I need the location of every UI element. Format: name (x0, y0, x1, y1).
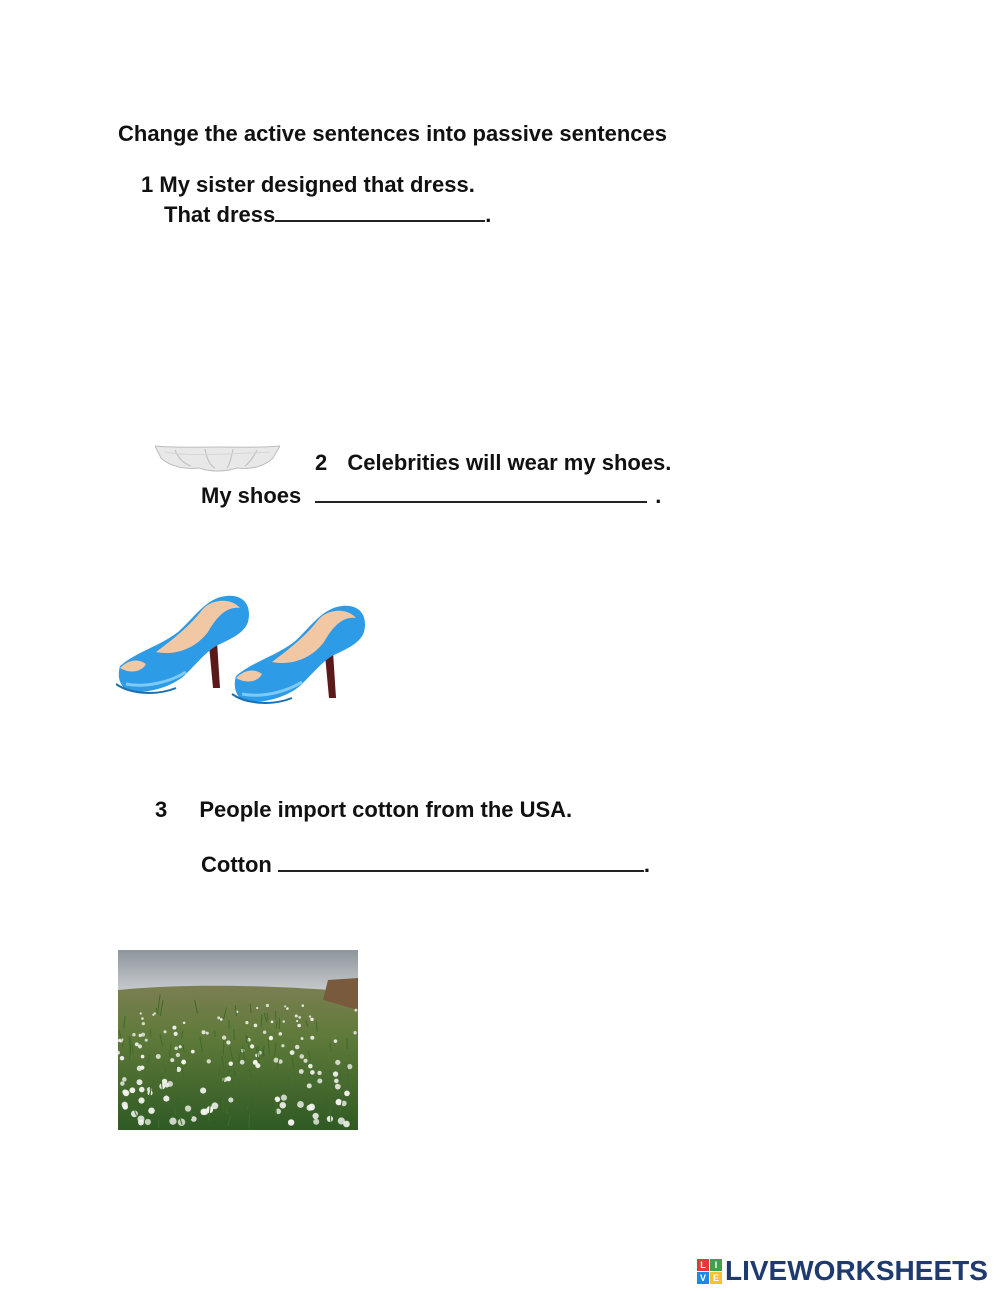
cotton-field-image (118, 950, 358, 1130)
liveworksheets-logo (697, 1256, 988, 1286)
item-1-prompt: That dress (164, 202, 276, 227)
item-2-end: . (655, 483, 662, 508)
logo-block-l: L (697, 1259, 709, 1271)
logo-text: LIVEWORKSHEETS (725, 1255, 988, 1286)
item-3-prompt: Cotton (201, 852, 272, 877)
item-2-sentence: Celebrities will wear my shoes. (347, 450, 672, 475)
dress-image (155, 438, 280, 472)
item-2-number: 2 (315, 450, 328, 475)
item-3-sentence: People import cotton from the USA. (199, 797, 573, 822)
worksheet-title: Change the active sentences into passive sentences (118, 121, 668, 146)
item-3-sentence-line (155, 797, 572, 823)
logo-block-v: V (697, 1272, 709, 1284)
item-2-answer-line (201, 481, 661, 509)
item-1-number: 1 (141, 172, 154, 197)
item-1-sentence: My sister designed that dress. (159, 172, 475, 197)
logo-block-i: I (710, 1259, 722, 1271)
item-1-end: . (485, 202, 492, 227)
item-3-answer-line (201, 850, 650, 878)
item-3-number: 3 (155, 797, 168, 822)
item-2-sentence-line (315, 450, 671, 476)
item-2-prompt: My shoes (201, 483, 302, 508)
item-2-answer-blank[interactable] (315, 481, 647, 503)
item-1-answer-blank[interactable] (275, 200, 485, 222)
logo-block-e: E (710, 1272, 722, 1284)
item-1-answer-line (164, 200, 491, 228)
blue-high-heel-shoes-image (116, 588, 371, 708)
item-3-end: . (643, 852, 650, 877)
logo-blocks-icon (697, 1259, 722, 1284)
item-3-answer-blank[interactable] (278, 850, 644, 872)
item-1-sentence-line (141, 172, 475, 198)
